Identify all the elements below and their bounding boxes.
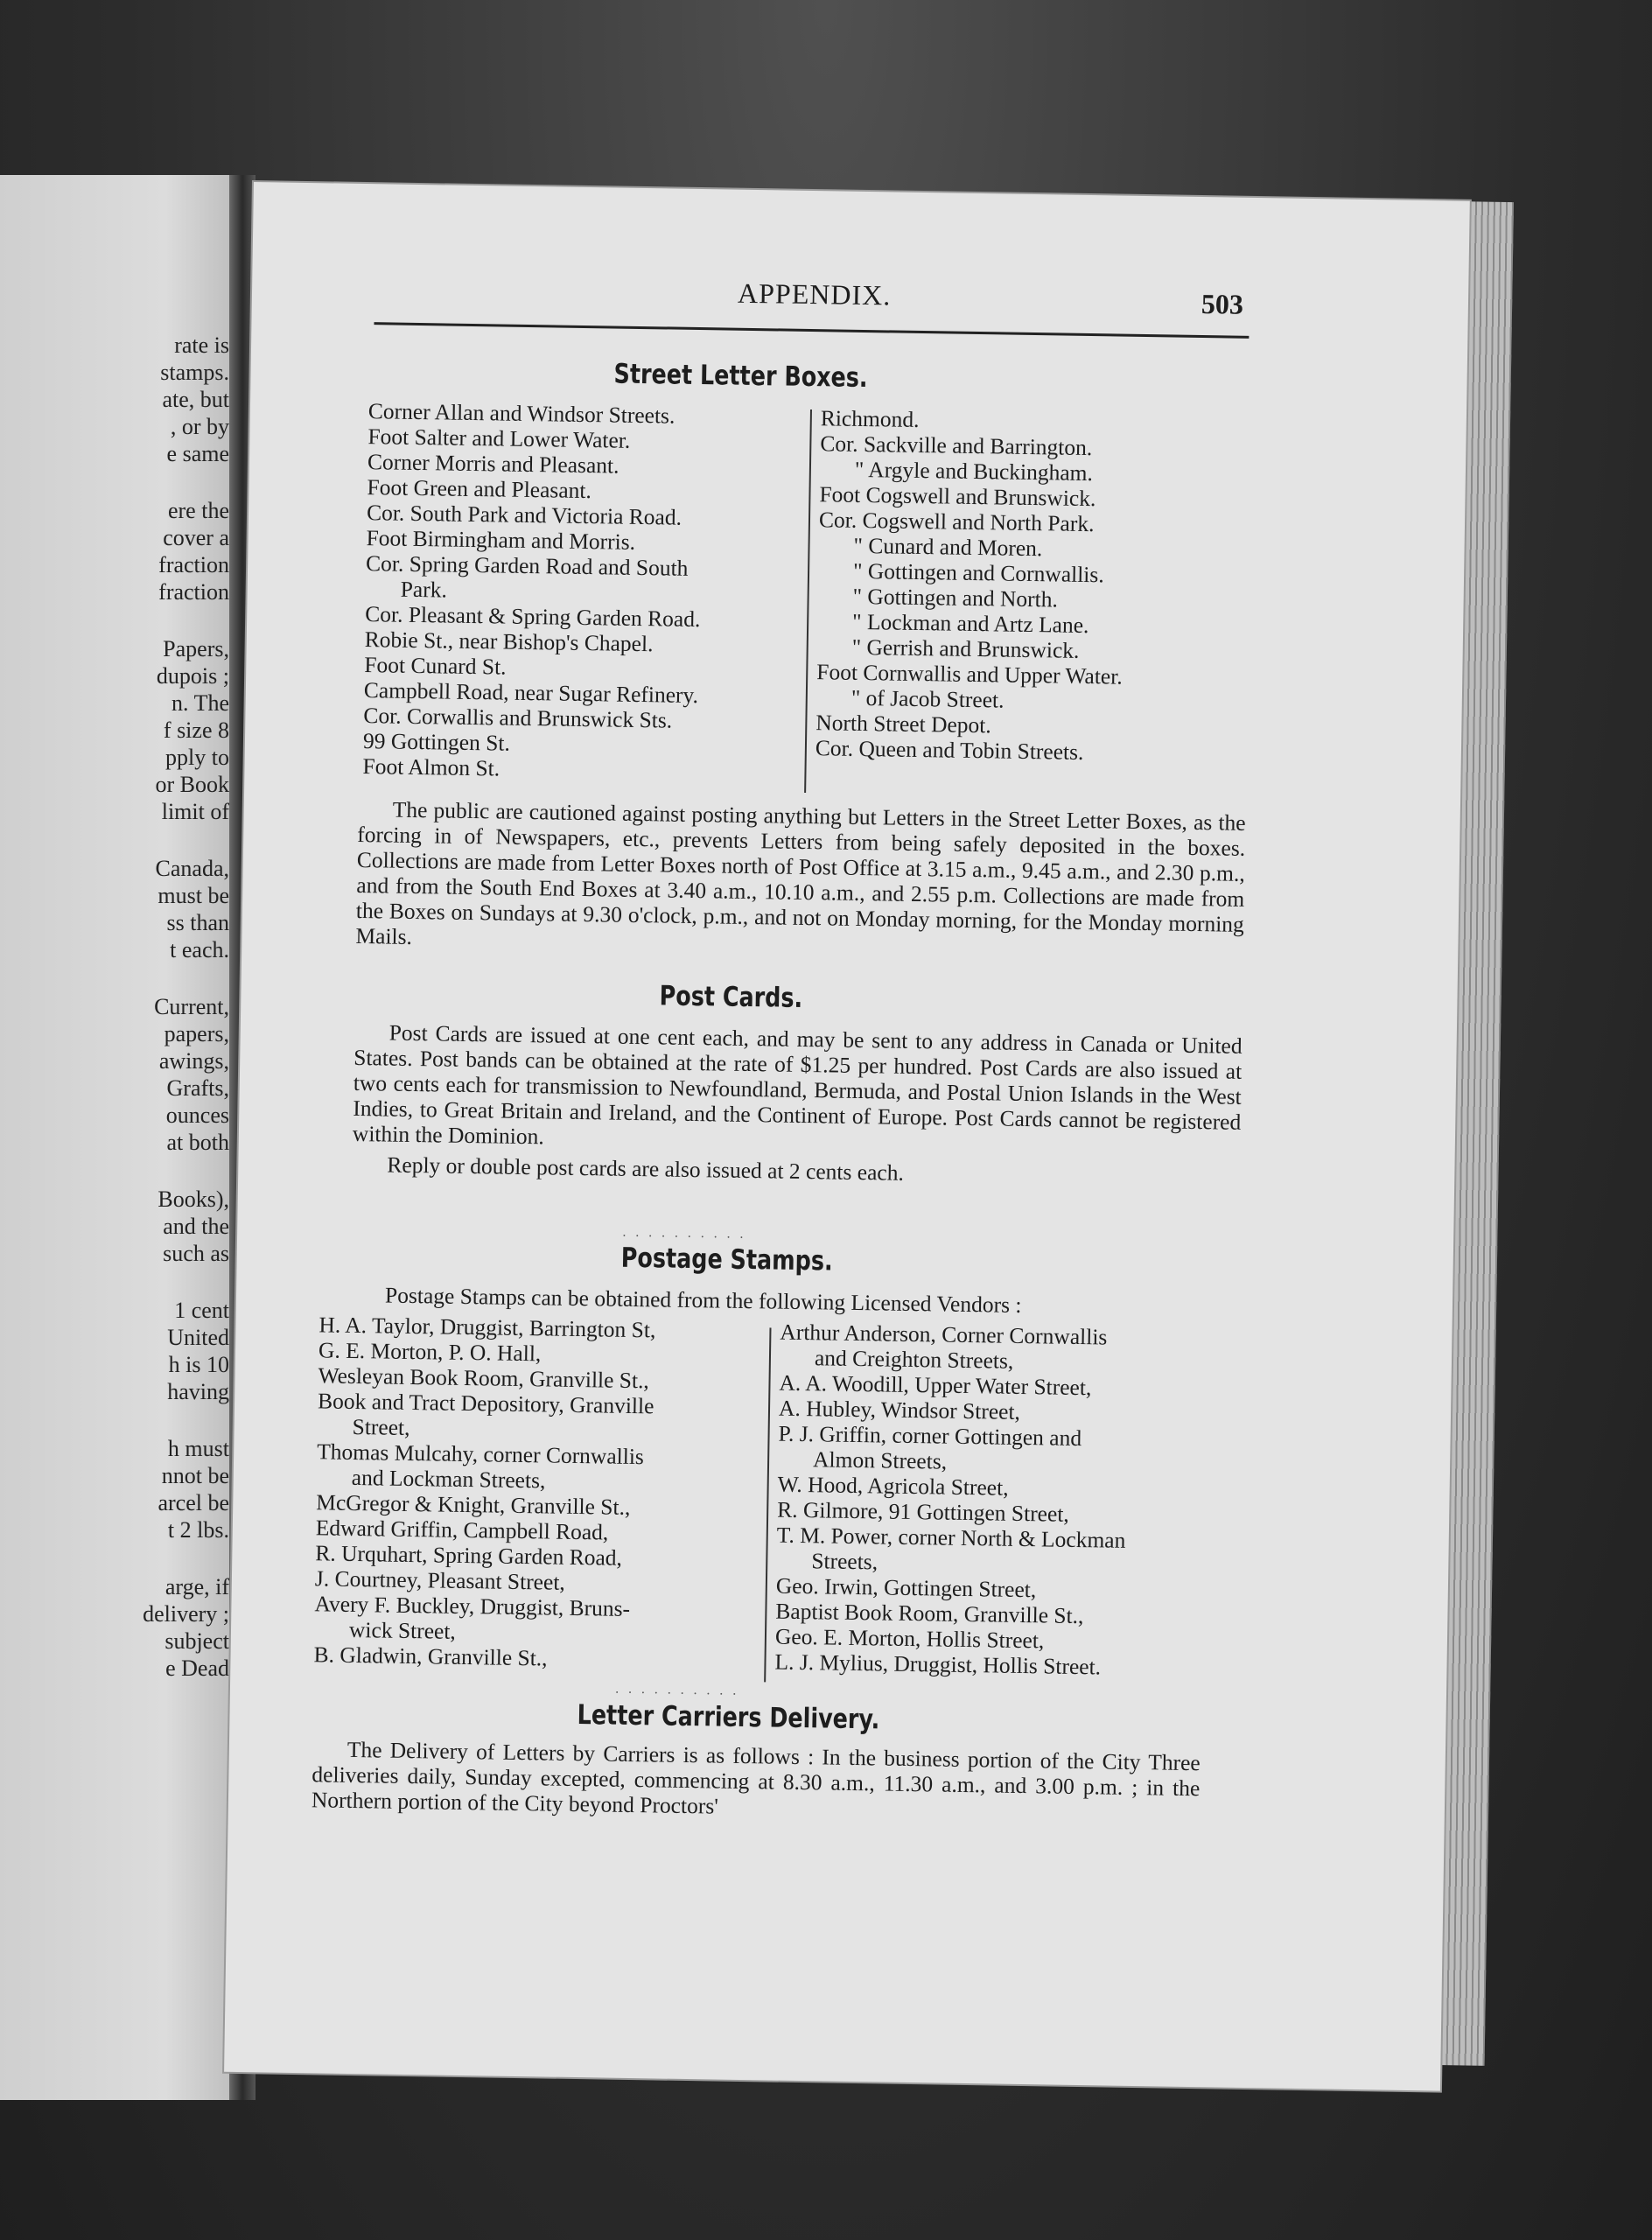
letter-boxes-left-list bbox=[362, 398, 806, 786]
left-page-fragment: e Dead bbox=[165, 1656, 229, 1681]
letter-box-location: Park. bbox=[400, 576, 448, 603]
left-page-fragment: ere the bbox=[167, 498, 229, 523]
stamp-vendor: Geo. E. Morton, Hollis Street, bbox=[774, 1623, 1045, 1654]
left-page-fragment: h is 10 bbox=[168, 1352, 229, 1377]
left-page-fragment: ss than bbox=[166, 910, 229, 935]
letter-box-location: Foot Cornwallis and Upper Water. bbox=[816, 659, 1123, 690]
letter-box-location: " Cunard and Moren. bbox=[853, 532, 1043, 562]
left-page-fragment: delivery ; bbox=[143, 1601, 229, 1627]
letter-box-location: North Street Depot. bbox=[816, 710, 992, 738]
stamp-vendor: R. Gilmore, 91 Gottingen Street, bbox=[777, 1496, 1070, 1527]
left-page-fragment: subject bbox=[164, 1628, 229, 1654]
letter-box-location: Cor. Cogswell and North Park. bbox=[818, 507, 1095, 537]
vendors-left-list bbox=[313, 1312, 774, 1674]
letter-box-location: Cor. Spring Garden Road and South bbox=[365, 550, 689, 581]
left-page-fragment: and the bbox=[163, 1214, 229, 1239]
letter-box-location: Cor. Pleasant & Spring Garden Road. bbox=[365, 601, 701, 633]
post-cards-title: Post Cards. bbox=[659, 980, 803, 1014]
left-page-fragment: n. The bbox=[172, 690, 229, 716]
stamp-vendor: McGregor & Knight, Granville St., bbox=[316, 1489, 631, 1520]
stamp-vendor: Edward Griffin, Campbell Road, bbox=[315, 1515, 609, 1545]
stamp-vendor: A. Hubley, Windsor Street, bbox=[778, 1395, 1021, 1424]
stamp-vendor: Almon Streets, bbox=[812, 1446, 948, 1474]
stamp-vendor: Arthur Anderson, Corner Cornwallis bbox=[780, 1319, 1108, 1350]
page-503 bbox=[224, 182, 1470, 2091]
running-title: APPENDIX. bbox=[737, 276, 892, 312]
stamp-vendor: A. A. Woodill, Upper Water Street, bbox=[779, 1369, 1092, 1401]
running-head bbox=[252, 270, 1355, 331]
stamp-vendor: T. M. Power, corner North & Lockman bbox=[776, 1522, 1126, 1553]
left-page-fragment: awings, bbox=[158, 1048, 229, 1074]
letter-carriers-title: Letter Carriers Delivery. bbox=[577, 1699, 880, 1736]
stamp-vendor: L. J. Mylius, Druggist, Hollis Street. bbox=[774, 1648, 1102, 1680]
letter-box-location: Cor. Sackville and Barrington. bbox=[820, 430, 1093, 461]
left-page-fragment: rate is bbox=[174, 332, 229, 358]
stamp-vendor: Geo. Irwin, Gottingen Street, bbox=[775, 1572, 1037, 1603]
left-page-fragment: fraction bbox=[158, 579, 229, 605]
left-facing-page bbox=[0, 175, 236, 2100]
left-page-fragment: Current, bbox=[154, 994, 229, 1019]
left-page-fragment: nnot be bbox=[161, 1463, 229, 1488]
left-page-fragment: stamps. bbox=[160, 360, 229, 385]
left-page-fragment: Books), bbox=[158, 1186, 229, 1212]
left-page-fragment: papers, bbox=[164, 1021, 229, 1046]
letter-box-location: Cor. Queen and Tobin Streets. bbox=[815, 735, 1084, 765]
left-page-fragment: h must bbox=[167, 1436, 229, 1461]
stamp-vendor: and Lockman Streets, bbox=[351, 1464, 546, 1494]
left-page-fragment: limit of bbox=[161, 799, 229, 824]
street-letter-boxes-title: Street Letter Boxes. bbox=[613, 358, 868, 395]
postage-stamps-title: Postage Stamps. bbox=[620, 1242, 833, 1278]
letter-box-location: " Gottingen and North. bbox=[852, 583, 1059, 612]
left-page-fragment: t 2 lbs. bbox=[167, 1517, 229, 1543]
letter-box-location: " Gottingen and Cornwallis. bbox=[852, 557, 1104, 588]
letter-box-location: Corner Allan and Windsor Streets. bbox=[368, 398, 676, 429]
page-number: 503 bbox=[1200, 288, 1244, 320]
letter-box-location: Cor. South Park and Victoria Road. bbox=[366, 500, 682, 530]
letter-box-location: Corner Morris and Pleasant. bbox=[367, 449, 620, 479]
left-page-fragment: such as bbox=[163, 1241, 229, 1266]
column-divider bbox=[804, 410, 812, 793]
letter-box-location: 99 Gottingen St. bbox=[362, 728, 511, 756]
left-page-fragment: cover a bbox=[163, 525, 229, 550]
separator-dots: · · · · · · · · · · bbox=[622, 1228, 746, 1245]
left-page-fragment: having bbox=[167, 1379, 229, 1404]
letter-box-location: Robie St., near Bishop's Chapel. bbox=[364, 626, 654, 657]
letter-carriers-section bbox=[312, 1736, 1200, 1826]
stamp-vendor: P. J. Griffin, corner Gottingen and bbox=[778, 1420, 1082, 1452]
letter-box-location: " Argyle and Buckingham. bbox=[854, 456, 1094, 486]
post-cards-reply-text: Reply or double post cards are also issued at 2 cents each. bbox=[387, 1152, 905, 1186]
stamp-vendor: Thomas Mulcahy, corner Cornwallis bbox=[316, 1438, 645, 1470]
left-page-fragment: f size 8 bbox=[163, 718, 229, 743]
letter-box-location: Foot Almon St. bbox=[362, 753, 500, 781]
left-page-fragment: at both bbox=[166, 1130, 229, 1155]
stamp-vendor: Streets, bbox=[811, 1548, 878, 1575]
letter-box-location: " Lockman and Artz Lane. bbox=[851, 608, 1089, 639]
stamp-vendor: and Creighton Streets, bbox=[814, 1345, 1014, 1374]
left-page-fragment: or Book bbox=[155, 772, 229, 797]
stamp-vendor: W. Hood, Agricola Street, bbox=[777, 1471, 1009, 1501]
left-page-fragment: pply to bbox=[165, 745, 229, 770]
left-page-fragment: t each. bbox=[170, 937, 229, 962]
left-page-fragment: fraction bbox=[158, 552, 229, 578]
left-page-fragment: e same bbox=[166, 441, 229, 466]
left-page-fragment: ate, but bbox=[162, 387, 229, 412]
stamp-vendor: G. E. Morton, P. O. Hall, bbox=[318, 1337, 542, 1367]
letter-boxes-notice-text: The public are cautioned against posting anything but Letters in the Street Letter Boxes, as the forcing in of Newspapers, etc., prevents Letters from being safely deposited in the boxes. Collections are made from Letter Boxes north of Post Office at 3.15 a.m., 9.45 a.m., and 2.30 p.m., and from the South End Boxes at 3.40 a.m., 10.10 a.m., and 2.55 p.m. Collections are made from the Boxes on Sundays at 9.30 o'clock, p.m., and not on Monday morning, for the Monday morning Mails. bbox=[355, 796, 1246, 949]
letter-box-location: Richmond. bbox=[820, 405, 920, 432]
letter-box-location: Foot Cunard St. bbox=[364, 652, 507, 680]
vendors-right-list bbox=[774, 1320, 1235, 1682]
left-page-fragment: dupois ; bbox=[156, 663, 229, 689]
left-page-fragment: ounces bbox=[165, 1102, 229, 1128]
left-page-fragment: , or by bbox=[170, 414, 229, 439]
letter-boxes-notice bbox=[355, 796, 1246, 962]
stamp-vendor: Street, bbox=[352, 1413, 410, 1440]
stamp-vendor: Avery F. Buckley, Druggist, Bruns- bbox=[314, 1591, 631, 1621]
stamp-vendor: Baptist Book Room, Granville St., bbox=[775, 1598, 1084, 1629]
left-page-fragment: Papers, bbox=[163, 636, 229, 662]
letter-box-location: " of Jacob Street. bbox=[850, 684, 1004, 713]
letter-box-location: Foot Birmingham and Morris. bbox=[366, 525, 636, 555]
stamp-vendor: Wesleyan Book Room, Granville St., bbox=[318, 1362, 650, 1394]
stamp-vendor: Book and Tract Depository, Granville bbox=[317, 1388, 654, 1419]
letter-box-location: Foot Salter and Lower Water. bbox=[368, 424, 631, 453]
letter-box-location: " Gerrish and Brunswick. bbox=[851, 634, 1080, 663]
stamp-vendor: wick Street, bbox=[348, 1616, 457, 1644]
letter-box-location: Foot Cogswell and Brunswick. bbox=[819, 481, 1096, 512]
stamp-vendor: H. A. Taylor, Druggist, Barrington St, bbox=[318, 1312, 656, 1343]
letter-box-location: Cor. Corwallis and Brunswick Sts. bbox=[363, 703, 673, 733]
left-page-fragment: 1 cent bbox=[174, 1298, 229, 1323]
letter-carriers-text: The Delivery of Letters by Carriers is as follows : In the business portion of the City Three deliveries daily, Sunday excepted, commencing at 8.30 a.m., 11.30 a.m., and 3.00 p.m. ; in the Northern portion of the City beyond Proctors' bbox=[311, 1736, 1200, 1819]
separator-dots: · · · · · · · · · · bbox=[614, 1685, 739, 1702]
stamp-vendor: J. Courtney, Pleasant Street, bbox=[314, 1565, 566, 1595]
left-page-fragment: arcel be bbox=[158, 1490, 229, 1516]
left-page-fragment: must be bbox=[158, 883, 229, 908]
left-page-fragment: arge, if bbox=[164, 1574, 229, 1600]
postage-stamps-intro-text: Postage Stamps can be obtained from the following Licensed Vendors : bbox=[384, 1282, 1022, 1318]
left-page-fragment: United bbox=[167, 1325, 229, 1350]
stamp-vendor: B. Gladwin, Granville St., bbox=[313, 1642, 548, 1671]
left-page-fragment: Grafts, bbox=[166, 1075, 229, 1101]
post-cards-text: Post Cards are issued at one cent each, and may be sent to any address in Canada or United States. Post bands can be obtained at the rate of $1.25 per hundred. Post Cards are also issued at two cents each for transmission to Newfoundland, Bermuda, and Postal Union Islands in the West Indies, to Great Britain and Ireland, and the Continent of Europe. Post Cards cannot be registered within the Dominion. bbox=[352, 1019, 1242, 1150]
stamp-vendor: R. Urquhart, Spring Garden Road, bbox=[315, 1540, 623, 1571]
letter-box-location: Foot Green and Pleasant. bbox=[367, 474, 592, 504]
left-page-fragment: Canada, bbox=[155, 856, 229, 881]
post-cards-section bbox=[352, 1019, 1242, 1191]
letter-boxes-right-list bbox=[816, 405, 1223, 766]
letter-box-location: Campbell Road, near Sugar Refinery. bbox=[363, 677, 699, 709]
